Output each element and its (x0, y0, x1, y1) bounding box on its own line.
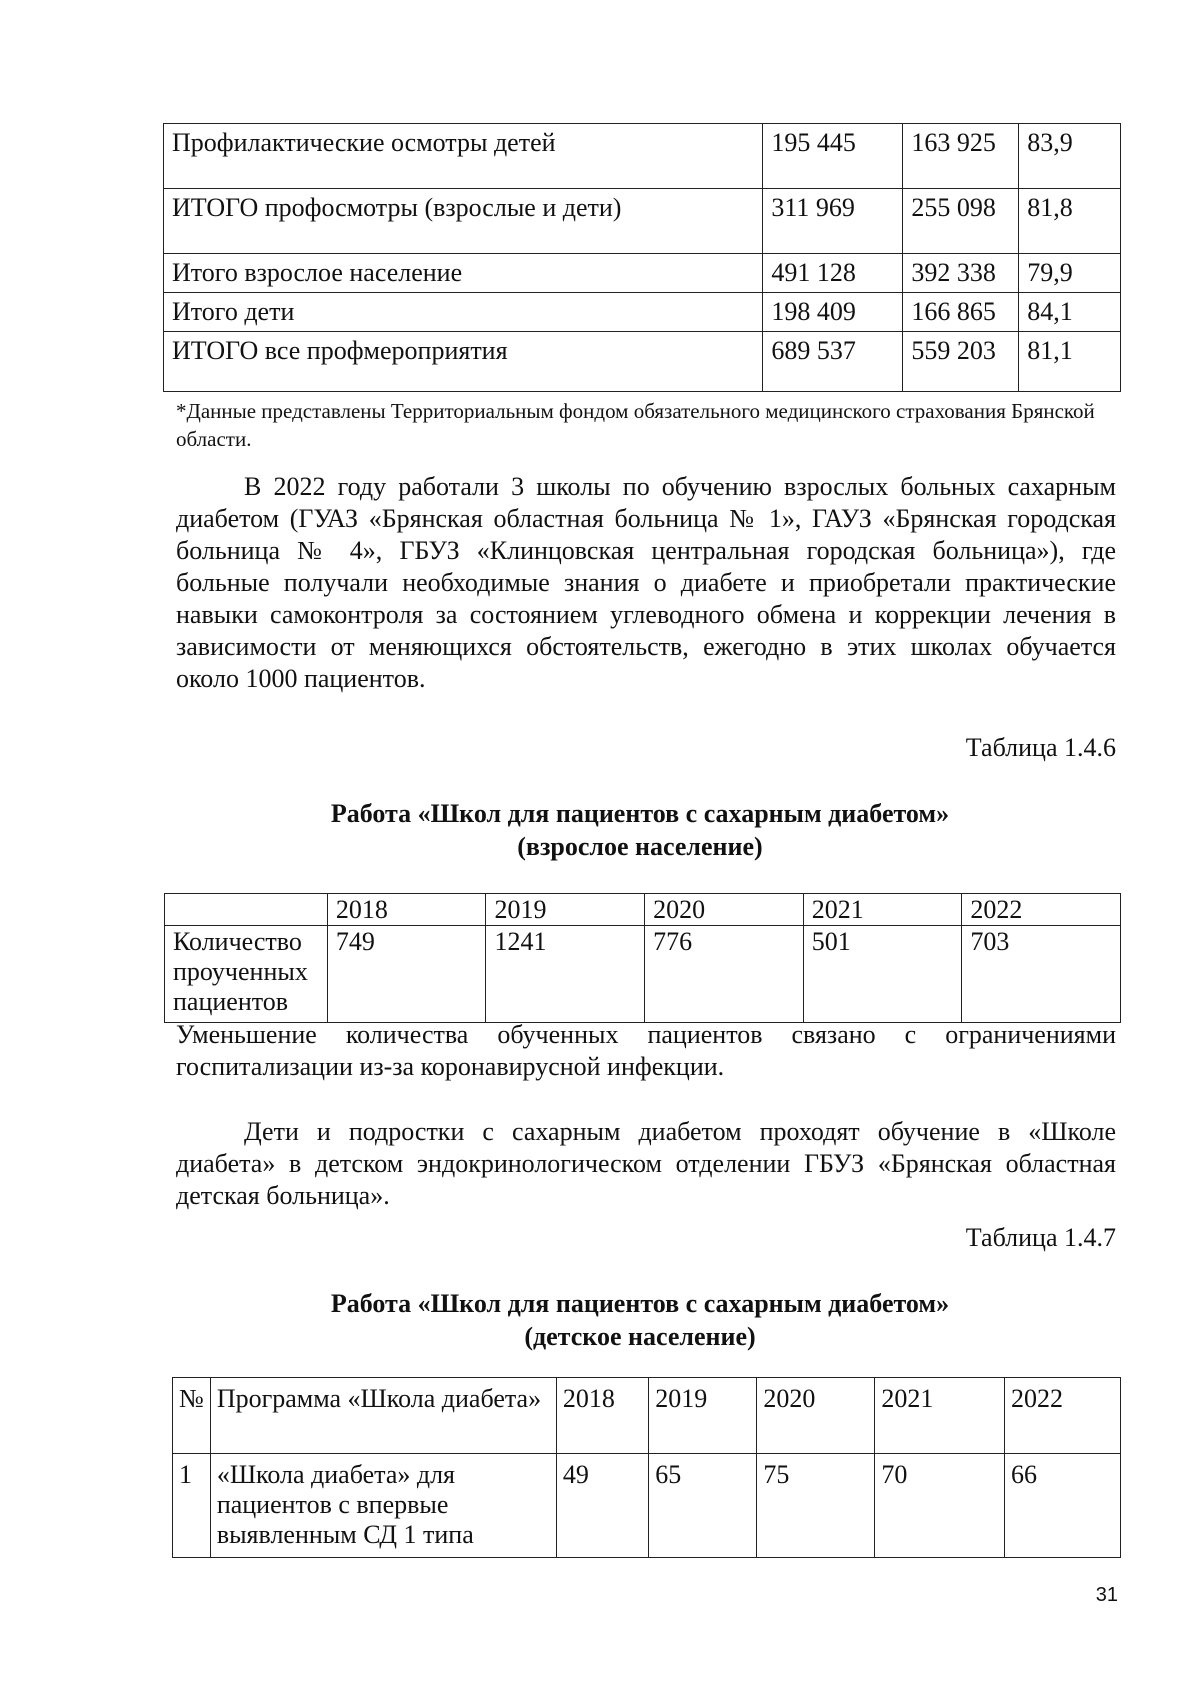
table-title-subline: (детское население) (524, 1322, 756, 1351)
cell-value-plan: 311 969 (763, 189, 903, 254)
children-schools-table (172, 1377, 1121, 1558)
row-number: 1 (173, 1454, 211, 1558)
page-number: 31 (1095, 1584, 1118, 1606)
cell-value: 501 (803, 926, 962, 1023)
paragraph-decrease-note: Уменьшение количества обученных пациентов связано с ограничениями госпитализации из-за коронавирусной инфекции. (176, 1020, 1116, 1081)
prevention-summary-table (163, 123, 1121, 392)
header-year: 2020 (757, 1378, 875, 1454)
cell-value: 66 (1004, 1454, 1120, 1558)
cell-value-fact: 163 925 (903, 124, 1019, 189)
row-label: Итого дети (164, 293, 763, 332)
paragraph-adult-schools: В 2022 году работали 3 школы по обучению взрослых больных сахарным диабетом (ГУАЗ «Брянская областная больница № 1», ГАУЗ «Брянская городская больница № 4», ГБУЗ «Клинцовская центральная городская больница»), где больные получали необходимые знания о диабете и приобретали практические навыки самоконтроля за состоянием углеводного обмена и коррекции лечения в зависимости от меняющихся обстоятельств, ежегодно в этих школах обучается около 1000 пациентов. (176, 472, 1116, 693)
header-year: 2018 (556, 1378, 648, 1454)
table-title (160, 797, 1120, 863)
cell-value: 1241 (486, 926, 645, 1023)
header-number: № (173, 1378, 211, 1454)
cell-value-plan: 198 409 (763, 293, 903, 332)
cell-value: 749 (327, 926, 486, 1023)
cell-value-fact: 255 098 (903, 189, 1019, 254)
table-title (160, 1287, 1120, 1353)
table-row (164, 254, 1121, 293)
table-row (165, 926, 1121, 1023)
cell-value-percent: 81,8 (1019, 189, 1121, 254)
table-row (164, 293, 1121, 332)
table-footnote: *Данные представлены Территориальным фондом обязательного медицинского страхования Брянской области. (176, 399, 1095, 451)
cell-value: 75 (757, 1454, 875, 1558)
header-year: 2021 (875, 1378, 1005, 1454)
cell-value: 49 (556, 1454, 648, 1558)
table-row (164, 124, 1121, 189)
row-label: Итого взрослое население (164, 254, 763, 293)
cell-value-plan: 491 128 (763, 254, 903, 293)
header-year: 2021 (803, 894, 962, 926)
table-number: Таблица 1.4.6 (965, 733, 1116, 762)
cell-value-fact: 559 203 (903, 332, 1019, 392)
cell-value-percent: 83,9 (1019, 124, 1121, 189)
table-header-row (165, 894, 1121, 926)
header-year: 2022 (1004, 1378, 1120, 1454)
cell-value: 70 (875, 1454, 1005, 1558)
row-label: ИТОГО профосмотры (взрослые и дети) (164, 189, 763, 254)
cell-value-percent: 79,9 (1019, 254, 1121, 293)
header-year: 2018 (327, 894, 486, 926)
row-label: Профилактические осмотры детей (164, 124, 763, 189)
header-year: 2019 (649, 1378, 757, 1454)
cell-value-percent: 84,1 (1019, 293, 1121, 332)
header-program: Программа «Школа диабета» (210, 1378, 556, 1454)
header-year: 2020 (645, 894, 804, 926)
table-header-row (173, 1378, 1121, 1454)
cell-value-fact: 166 865 (903, 293, 1019, 332)
table-number: Таблица 1.4.7 (965, 1223, 1116, 1252)
cell-value-fact: 392 338 (903, 254, 1019, 293)
adult-schools-table (164, 893, 1121, 1023)
row-program: «Школа диабета» для пациентов с впервые выявленным СД 1 типа (210, 1454, 556, 1558)
paragraph-children-school: Дети и подростки с сахарным диабетом проходят обучение в «Школе диабета» в детском эндокринологическом отделении ГБУЗ «Брянская областная детская больница». (176, 1117, 1116, 1210)
header-year: 2022 (962, 894, 1121, 926)
row-label: ИТОГО все профмероприятия (164, 332, 763, 392)
table-title-line: Работа «Школ для пациентов с сахарным диабетом» (330, 799, 950, 828)
cell-value-percent: 81,1 (1019, 332, 1121, 392)
cell-value: 776 (645, 926, 804, 1023)
cell-value: 65 (649, 1454, 757, 1558)
table-title-line: Работа «Школ для пациентов с сахарным диабетом» (330, 1289, 950, 1318)
cell-value-plan: 689 537 (763, 332, 903, 392)
row-label: Количество проученных пациентов (165, 926, 328, 1023)
table-title-subline: (взрослое население) (517, 832, 763, 861)
table-row (164, 189, 1121, 254)
header-year: 2019 (486, 894, 645, 926)
cell-value: 703 (962, 926, 1121, 1023)
cell-value-plan: 195 445 (763, 124, 903, 189)
table-row (173, 1454, 1121, 1558)
table-row (164, 332, 1121, 392)
header-empty-cell (165, 894, 328, 926)
